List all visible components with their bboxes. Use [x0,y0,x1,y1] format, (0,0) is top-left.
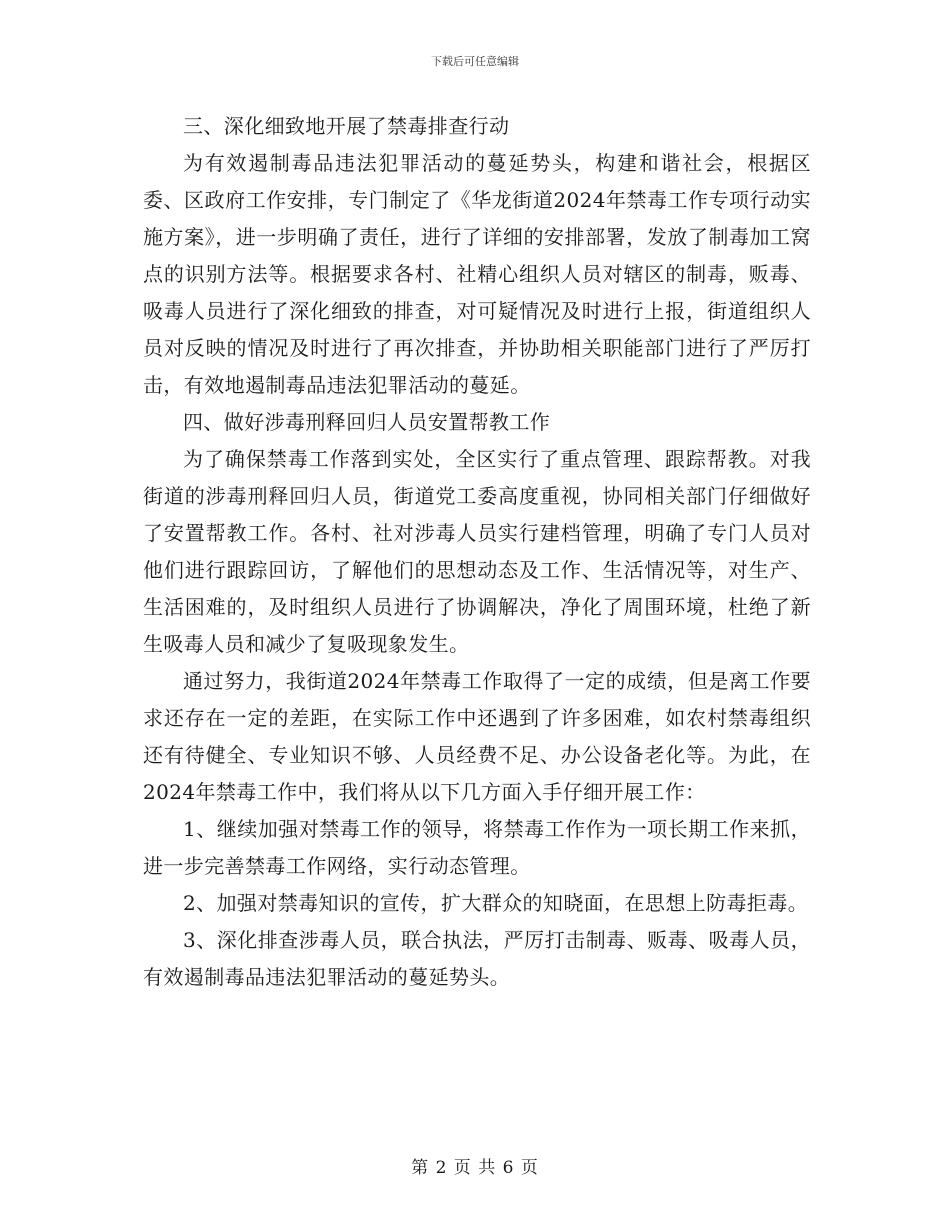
list-item-1: 1、继续加强对禁毒工作的领导，将禁毒工作作为一项长期工作来抓，进一步完善禁毒工作网络，实行动态管理。 [143,817,811,878]
list-item-2: 2、加强对禁毒知识的宣传，扩大群众的知晓面，在思想上防毒拒毒。 [183,891,809,915]
section-heading-3: 三、深化细致地开展了禁毒排查行动 [183,114,510,138]
header-note: 下载后可任意编辑 [431,55,519,68]
paragraph: 为有效遏制毒品违法犯罪活动的蔓延势头，构建和谐社会，根据区委、区政府工作安排，专门制定了《华龙街道2024年禁毒工作专项行动实施方案》，进一步明确了责任，进行了详细的安排部署，发放了制毒加工窝点的识别方法等。根据要求各村、社精心组织人员对辖区的制毒，贩毒、吸毒人员进行了深化细致的排查，对可疑情况及时进行上报，街道组织人员对反映的情况及时进行了再次排查，并协助相关职能部门进行了严厉打击，有效地遏制毒品违法犯罪活动的蔓延。 [143,151,811,397]
paragraph: 通过努力，我街道2024年禁毒工作取得了一定的成绩，但是离工作要求还存在一定的差距，在实际工作中还遇到了许多困难，如农村禁毒组织还有待健全、专业知识不够、人员经费不足、办公设备老化等。为此，在2024年禁毒工作中，我们将从以下几方面入手仔细开展工作： [143,669,811,804]
list-item-3: 3、深化排查涉毒人员，联合执法，严厉打击制毒、贩毒、吸毒人员，有效遏制毒品违法犯罪活动的蔓延势头。 [143,928,811,989]
document-body [143,108,811,996]
paragraph: 为了确保禁毒工作落到实处，全区实行了重点管理、跟踪帮教。对我街道的涉毒刑释回归人员，街道党工委高度重视，协同相关部门仔细做好了安置帮教工作。各村、社对涉毒人员实行建档管理，明确了专门人员对他们进行跟踪回访，了解他们的思想动态及工作、生活情况等，对生产、生活困难的，及时组织人员进行了协调解决，净化了周围环境，杜绝了新生吸毒人员和减少了复吸现象发生。 [143,447,811,656]
section-heading-4: 四、做好涉毒刑释回归人员安置帮教工作 [183,410,551,434]
page-number: 第 2 页 共 6 页 [411,1158,539,1178]
